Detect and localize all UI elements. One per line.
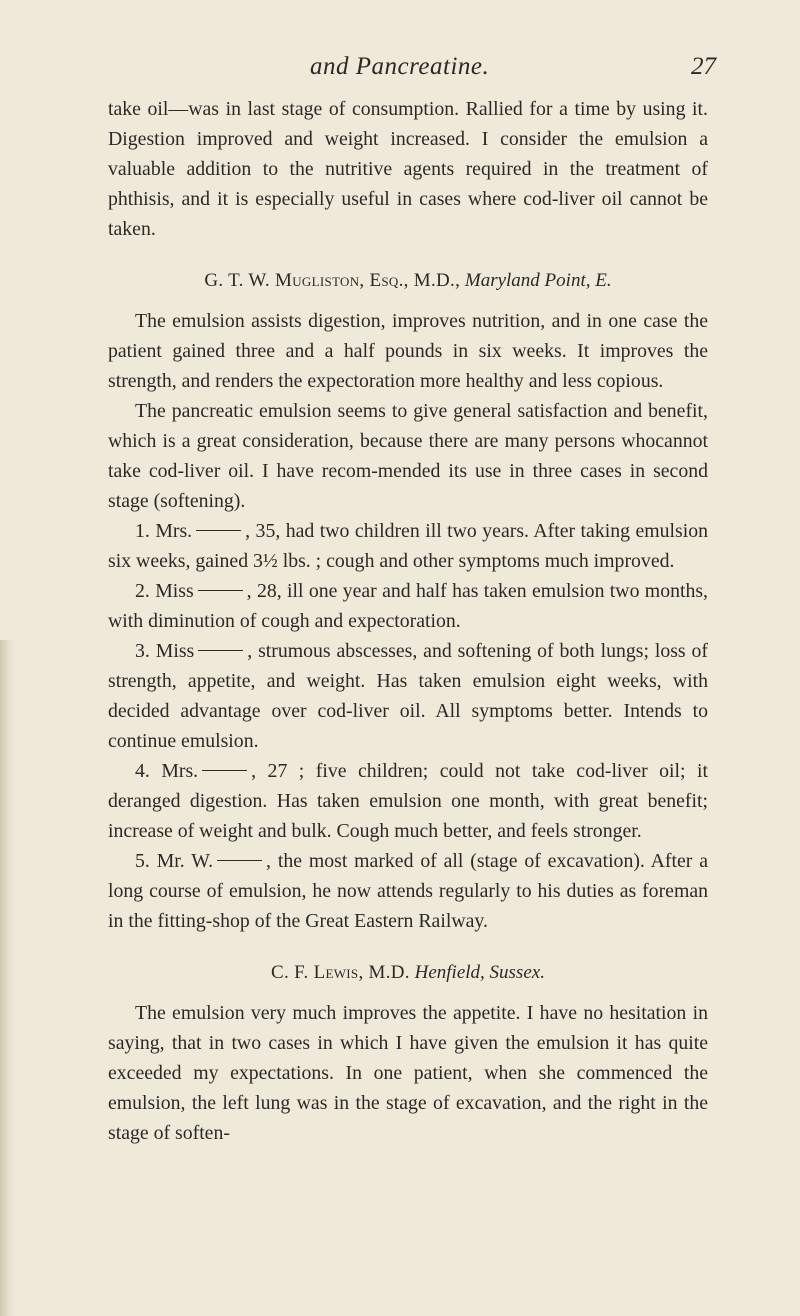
case-number: 4.: [135, 760, 150, 782]
case-title: Mrs.: [155, 520, 193, 542]
signature-place: Henfield, Sussex.: [414, 962, 545, 983]
case-text: , strumous abscesses, and softening of both lungs; loss of strength, appetite, and weight. Has taken emulsion eight weeks, with decided advantage over cod-liver oil. All symptoms better. Intends to continue emulsion.: [108, 640, 708, 752]
case-number: 2.: [135, 580, 150, 602]
page-header: [0, 53, 800, 87]
page-edge-shadow: [0, 640, 14, 1316]
case-title: Mrs.: [161, 760, 199, 782]
case-number: 3.: [135, 640, 150, 662]
signature-name: C. F. Lewis, M.D.: [271, 962, 410, 983]
case-text: , the most marked of all (stage of excavation). After a long course of emulsion, he now attends regularly to his duties as foreman in the fitting-shop of the Great Eastern Railway.: [108, 850, 708, 932]
body-text: [108, 94, 708, 1148]
case-number: 1.: [135, 520, 150, 542]
name-omission-dash: [198, 650, 243, 651]
signature-name: G. T. W. Mugliston, Esq., M.D.,: [204, 270, 461, 291]
case-item: [108, 576, 708, 636]
paragraph: The emulsion assists digestion, improves nutrition, and in one case the patient gained three and a half pounds in six weeks. It improves the strength, and renders the expectoration more healthy and less copious.: [108, 310, 708, 392]
case-text: , 28, ill one year and half has taken emulsion two months, with diminution of cough and expectoration.: [108, 580, 709, 632]
signature-mugliston: [108, 266, 708, 296]
case-text: , 35, had two children ill two years. After taking emulsion six weeks, gained 3½ lbs. ; cough and other symptoms much improved.: [108, 520, 708, 572]
case-item: [108, 846, 708, 936]
paragraph: The emulsion very much improves the appetite. I have no hesitation in saying, that in two cases in which I have given the emulsion it has quite exceeded my expectations. In one patient, when she commenced the emulsion, the left lung was in the stage of excavation, and the right in the stage of soften-: [108, 1002, 708, 1144]
case-text: , 27 ; five children; could not take cod-liver oil; it deranged digestion. Has taken emulsion one month, with great benefit; increase of weight and bulk. Cough much better, and feels stronger.: [108, 760, 708, 842]
page-number: 27: [691, 53, 716, 80]
case-title: Miss: [155, 580, 194, 602]
running-head: and Pancreatine.: [310, 53, 490, 80]
name-omission-dash: [202, 770, 247, 771]
case-number: 5.: [135, 850, 150, 872]
name-omission-dash: [198, 590, 243, 591]
case-item: [108, 756, 708, 846]
case-title: Mr. W.: [156, 850, 214, 872]
case-item: [108, 516, 708, 576]
signature-lewis: [108, 958, 708, 988]
name-omission-dash: [196, 530, 241, 531]
paragraph-continuation: take oil—was in last stage of consumption. Rallied for a time by using it. Digestion improved and weight increased. I consider the emulsion a valuable addition to the nutritive agents required in the treatment of phthisis, and it is especially useful in cases where cod-liver oil cannot be taken.: [108, 98, 708, 240]
case-item: [108, 636, 708, 756]
case-title: Miss: [155, 640, 195, 662]
paragraph: The pancreatic emulsion seems to give general satisfaction and benefit, which is a great consideration, because there are many persons whocannot take cod-liver oil. I have recom-mended its use in three cases in second stage (softening).: [108, 400, 708, 512]
signature-place: Maryland Point, E.: [464, 270, 612, 291]
name-omission-dash: [217, 860, 262, 861]
